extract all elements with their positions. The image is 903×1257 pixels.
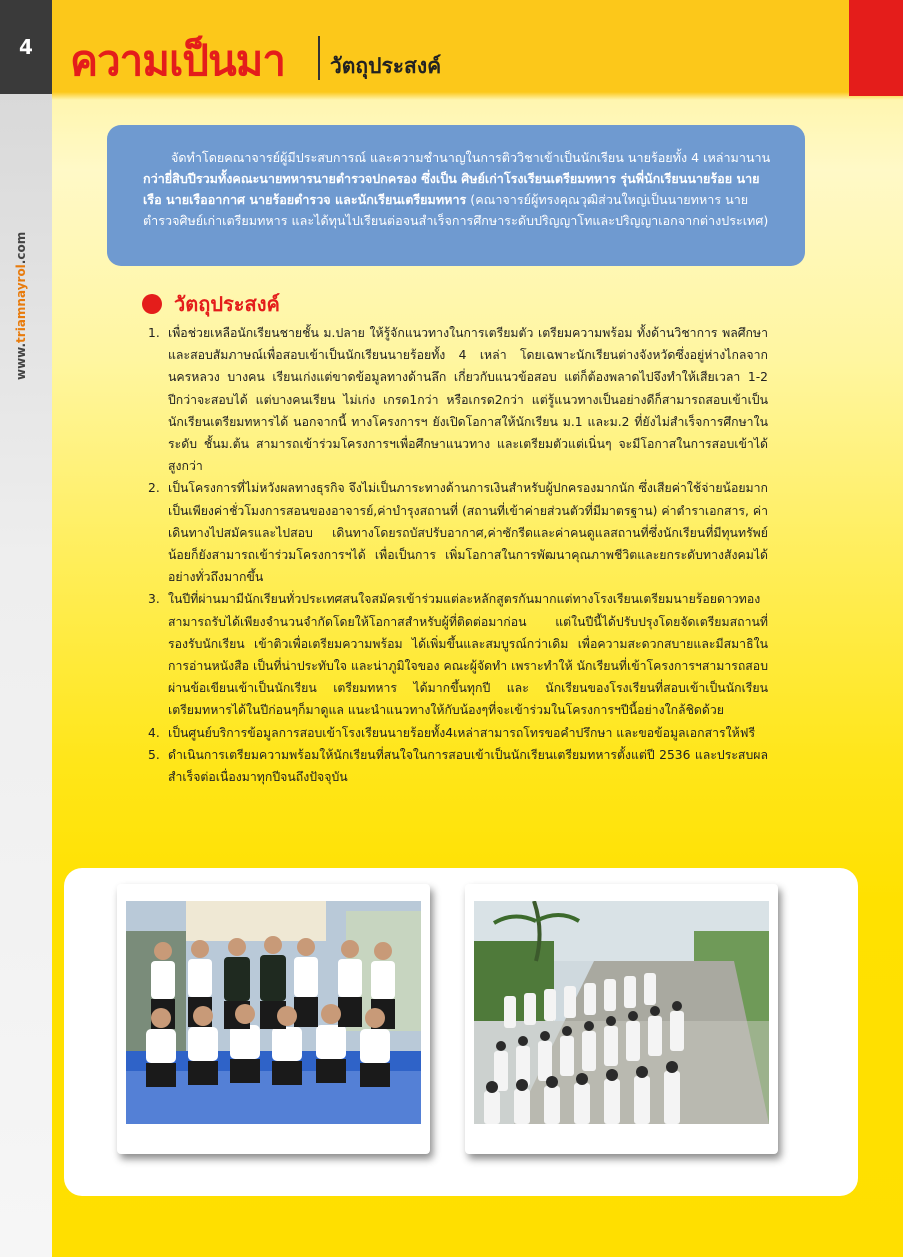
title-divider [318, 36, 320, 80]
corner-accent [849, 0, 903, 96]
photo-frame-assembly [465, 884, 778, 1154]
list-item: 3. ในปีที่ผ่านมามีนักเรียนทั่วประเทศสนใจสมัครเข้าร่วมแต่ละหลักสูตรกันมากแต่ทางโรงเรียนเตรียมนายร้อยดาวทอง สามารถรับได้เพียงจำนวนจำกัดโดยให้โอกาสสำหรับผู้ที่ติดต่อมาก่อน แต่ในปีนี้ได้ปรับปรุงโดยจัดเตรียมสถานที่รองรับนักเรียน เข้าติวเพื่อเตรียมความพร้อม ได้เพิ่มขึ้นและสมบูรณ์กว่าเดิม เพื่อความสะดวกสบายและมีสมาธิในการอ่านหนังสือ เป็นที่น่าประทับใจ และน่าภูมิใจของ คณะผู้จัดทำ เพราะทำให้ นักเรียนที่เข้าโครงการฯสามารถสอบผ่านข้อเขียนเข้าเป็นนักเรียน เตรียมทหาร ได้มากขึ้นทุกปี และ นักเรียนของโรงเรียนที่สอบเข้าเป็นนักเรียนเตรียมทหารได้ในปีก่อนๆก็มาดูแล แนะนำแนวทางให้กับน้องๆที่จะเข้าร่วมในโครงการฯปีนี้อย่างใกล้ชิดด้วย [148, 592, 768, 718]
intro-text: จัดทำโดยคณาจารย์ผู้มีประสบการณ์ และความชำนาญในการติววิชาเข้าเป็นนักเรียน นายร้อยทั้ง 4 เหล่ามานานกว่ายี่สิบปีรวมทั้งคณะนายทหารนายตำรวจปกครอง ซึ่งเป็น ศิษย์เก่าโรงเรียนเตรียมทหาร รุ่นพี่นักเรียนนายร้อย นายเรือ นายเรืออากาศ นายร้อยตำรวจ และนักเรียนเตรียมทหาร (คณาจารย์ผู้ทรงคุณวุฒิส่วนใหญ่เป็นนายทหาร นายตำรวจศิษย์เก่าเตรียมทหาร และได้ทุนไปเรียนต่อจนสำเร็จการศึกษาระดับปริญญาโทและปริญญาเอกจากต่างประเทศ) [143, 150, 771, 228]
list-item: 5. ดำเนินการเตรียมความพร้อมให้นักเรียนที่สนใจในการสอบเข้าเป็นนักเรียนเตรียมทหารตั้งแต่ปี 2536 และประสบผลสำเร็จต่อเนื่องมาทุกปีจนถึงปัจจุบัน [148, 747, 768, 785]
objectives-title: วัตถุประสงค์ [174, 292, 280, 316]
objectives-list [148, 322, 768, 788]
website-url[interactable]: www.triamnayrol.com [14, 231, 28, 380]
page-subtitle: วัตถุประสงค์ [330, 54, 442, 78]
list-item: 4. เป็นศูนย์บริการข้อมูลการสอบเข้าโรงเรียนนายร้อยทั้ง4เหล่าสามารถโทรขอคำปรึกษา และขอข้อมูลเอกสารให้ฟรี [148, 725, 756, 740]
list-item: 1. เพื่อช่วยเหลือนักเรียนชายชั้น ม.ปลาย ให้รู้จักแนวทางในการเตรียมตัว เตรียมความพร้อม ทั้งด้านวิชาการ พลศึกษาและสอบสัมภาษณ์เพื่อสอบเข้าเป็นนักเรียนนายร้อยทั้ง 4 เหล่า โดยเฉพาะนักเรียนต่างจังหวัดซึ่งอยู่ห่างไกลจากนครหลวง บางคน เรียนเก่งแต่ขาดข้อมูลทางด้านลึก เกี่ยวกับแนวข้อสอบ แต่ก็ต้องพลาดไปจึงทำให้เสียเวลา 1-2 ปีกว่าจะสอบได้ แต่บางคนเรียน ไม่เก่ง เกรด1กว่า หรือเกรด2กว่า แต่รู้แนวทางเป็นอย่างดีก็สามารถสอบเข้าเป็นนักเรียนเตรียมทหารได้ นอกจากนี้ ทางโครงการฯ ยังเปิดโอกาสให้นักเรียน ม.1 และม.2 ที่ยังไม่สำเร็จการศึกษาในระดับ ชั้นม.ต้น สามารถเข้าร่วมโครงการฯเพื่อศึกษาแนวทาง และเตรียมตัวแต่เนิ่นๆ จะมีโอกาสในการสอบเข้าได้สูงกว่า [148, 326, 768, 474]
page-number: 4 [0, 0, 52, 94]
list-item: 2. เป็นโครงการที่ไม่หวังผลทางธุรกิจ จึงไม่เป็นภาระทางด้านการเงินสำหรับผู้ปกครองมากนัก ซึ่งเสียค่าใช้จ่ายน้อยมาก เป็นเพียงค่าชั่วโมงการสอนของอาจารย์,ค่าบำรุงสถานที่ (สถานที่เข้าค่ายส่วนตัวที่มีมาตรฐาน) ค่าตำราเอกสาร, ค่าเดินทางไปสมัครและไปสอบ เดินทางโดยรถบัสปรับอากาศ,ค่าซักรีดและค่าคนดูแลสถานที่ซึ่งนักเรียนที่มีทุนทรัพย์น้อยก็ยังสามารถเข้าร่วมโครงการฯได้ เพื่อเป็นการ เพิ่มโอกาสในการพัฒนาคุณภาพชีวิตและยกระดับทางสังคมได้อย่างทั่วถึงมากขึ้น [148, 481, 768, 585]
intro-box [107, 125, 805, 266]
page-title: ความเป็นมา [70, 36, 285, 85]
assembly-photo [474, 901, 769, 1124]
red-bullet-icon [142, 294, 162, 314]
photo-frame-group [117, 884, 430, 1154]
objectives-heading [142, 288, 280, 320]
group-photo [126, 901, 421, 1124]
